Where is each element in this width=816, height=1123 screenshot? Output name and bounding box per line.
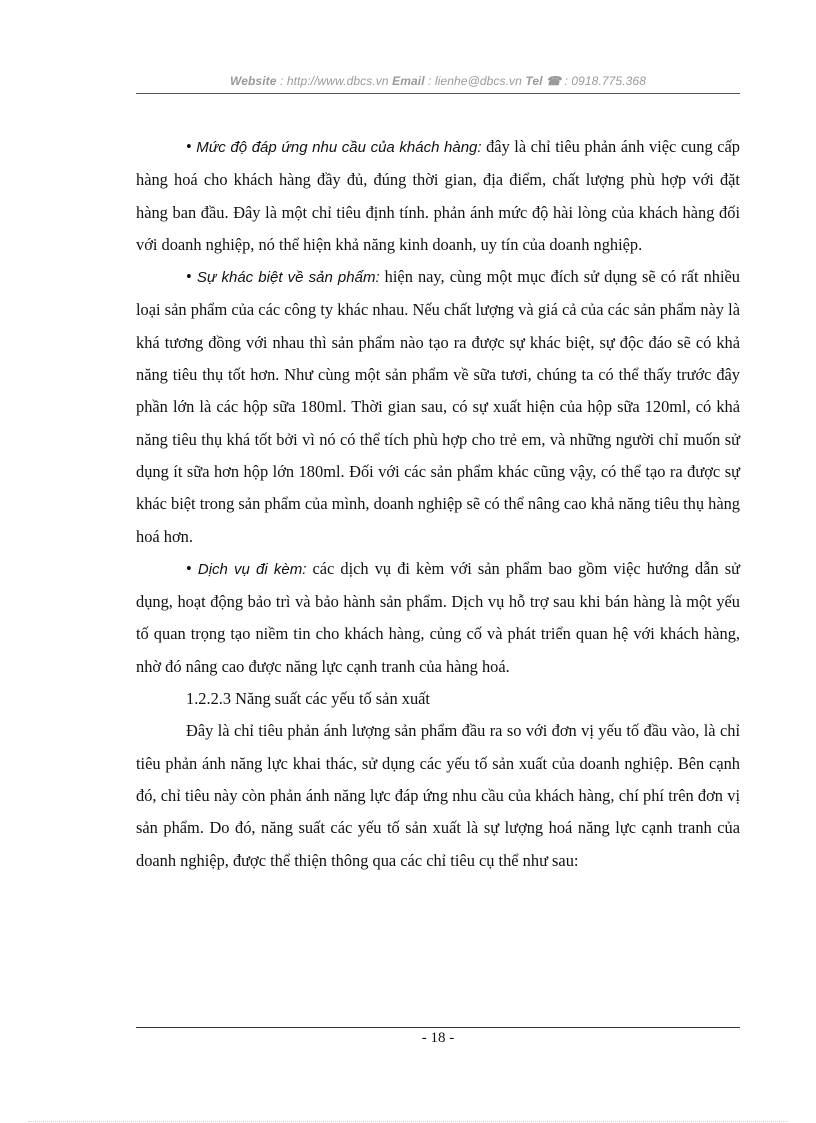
paragraph-lead: Sự khác biệt về sản phẩm: bbox=[196, 269, 380, 287]
tel-label: Tel bbox=[525, 74, 543, 88]
paragraph-customer-needs bbox=[136, 131, 740, 261]
section-heading: 1.2.2.3 Năng suất các yếu tố sản xuất bbox=[186, 689, 430, 709]
website-separator: : bbox=[276, 74, 287, 88]
email-address[interactable]: lienhe@dbcs.vn bbox=[434, 74, 522, 88]
paragraph-lead: Mức độ đáp ứng nhu cầu của khách hàng: bbox=[196, 139, 482, 156]
email-label: Email bbox=[392, 74, 425, 88]
bullet-icon: • bbox=[186, 137, 192, 156]
document-body bbox=[136, 131, 740, 877]
paragraph-productivity: Đây là chỉ tiêu phản ánh lượng sản phẩm đầu ra so với đơn vị yếu tố đầu vào, là chỉ tiêu phản ánh năng lực khai thác, sử dụng các yếu tố sản xuất của doanh nghiệp. Bên cạnh đó, chỉ tiêu này còn phản ánh năng lực đáp ứng nhu cầu của khách hàng, chí phí trên đơn vị sản phẩm. Do đó, năng suất các yếu tố sản xuất là sự lượng hoá năng lực cạnh tranh của doanh nghiệp, được thể thiện thông qua các chỉ tiêu cụ thể như sau: bbox=[136, 721, 740, 870]
tel-separator: : bbox=[561, 74, 572, 88]
header-divider bbox=[136, 93, 740, 94]
page-header bbox=[136, 74, 740, 88]
footer-divider bbox=[136, 1027, 740, 1028]
bullet-icon: • bbox=[186, 558, 192, 578]
website-label: Website bbox=[230, 74, 277, 88]
page-number: - 18 - bbox=[421, 1030, 455, 1046]
paragraph-text: đây là chỉ tiêu phản ánh việc cung cấp hàng hoá cho khách hàng đầy đủ, đúng thời gian, địa điểm, chất lượng phù hợp với đặt hàng ban đầu. Đây là một chỉ tiêu định tính. phản ánh mức độ hài lòng của khách hàng đối với doanh nghiệp, nó thể hiện khả năng kinh doanh, uy tín của doanh nghiệp. bbox=[136, 137, 740, 254]
phone-icon: ☎ bbox=[545, 74, 562, 88]
paragraph-product-differentiation bbox=[136, 261, 740, 553]
tel-number: 0918.775.368 bbox=[571, 74, 646, 88]
paragraph-text: hiện nay, cùng một mục đích sử dụng sẽ có rất nhiều loại sản phẩm của các công ty khác nhau. Nếu chất lượng và giá cả của các sản phẩm này là khá tương đồng với nhau thì sản phẩm nào tạo ra được sự khác biệt, sự độc đáo sẽ có khả năng tiêu thụ tốt hơn. Như cùng một sản phẩm về sữa tươi, chúng ta có thể thấy trước đây phần lớn là các hộp sữa 180ml. Thời gian sau, có sự xuất hiện của hộp sữa 120ml, có khả năng tiêu thụ khá tốt bởi vì nó có thể tích phù hợp cho trẻ em, và những người chỉ muốn sử dụng ít sữa hơn hộp lớn 180ml. Đối với các sản phẩm khác cũng vậy, có thể tạo ra được sự khác biệt trong sản phẩm của mình, doanh nghiệp sẽ có thể nâng cao khả năng tiêu thụ hàng hoá hơn. bbox=[136, 267, 741, 546]
paragraph-accompanying-services bbox=[136, 553, 740, 683]
email-separator: : bbox=[424, 74, 435, 88]
page-bottom-border bbox=[28, 1121, 788, 1122]
paragraph-text: các dịch vụ đi kèm với sản phẩm bao gồm việc hướng dẫn sử dụng, hoạt động bảo trì và bảo hành sản phẩm. Dịch vụ hỗ trợ sau khi bán hàng là một yếu tố quan trọng tạo niềm tin cho khách hàng, củng cố và phát triển quan hệ với khách hàng, nhờ đó nâng cao được năng lực cạnh tranh của hàng hoá. bbox=[136, 558, 740, 676]
bullet-icon: • bbox=[186, 267, 192, 287]
website-url[interactable]: http://www.dbcs.vn bbox=[286, 74, 389, 88]
paragraph-lead: Dịch vụ đi kèm: bbox=[197, 560, 307, 578]
